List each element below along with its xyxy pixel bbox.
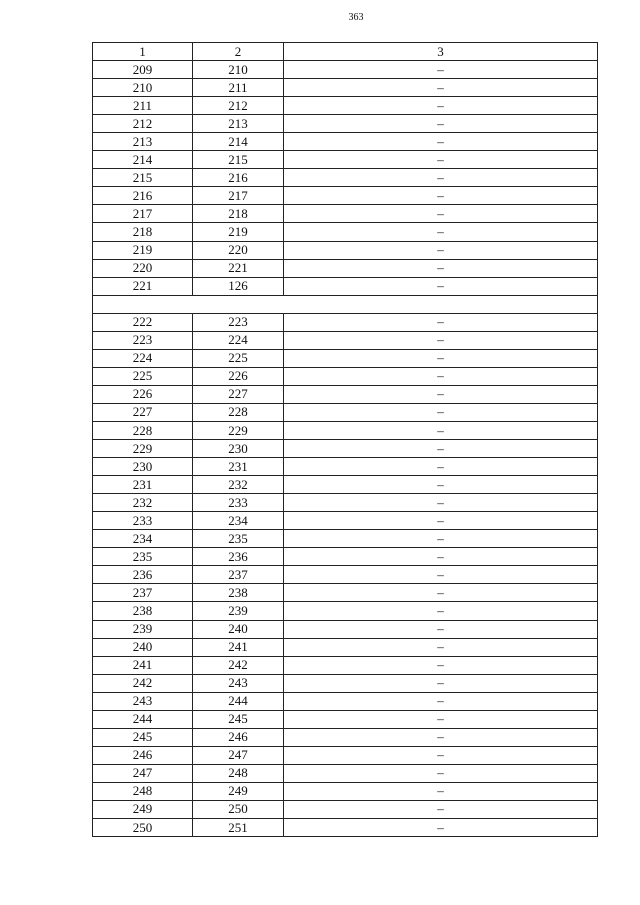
table-cell-col3: – — [284, 169, 598, 187]
table-cell-col2: 251 — [193, 819, 284, 837]
table-cell-col1: 212 — [93, 115, 193, 133]
table-cell-col3: – — [284, 97, 598, 115]
table-cell-col2: 250 — [193, 800, 284, 818]
table-row — [93, 494, 598, 512]
table-row — [93, 656, 598, 674]
table-cell-col1: 246 — [93, 746, 193, 764]
table-cell-col2: 219 — [193, 223, 284, 241]
table-cell-col3: – — [284, 530, 598, 548]
table-row — [93, 819, 598, 837]
table-cell-col2: 227 — [193, 385, 284, 403]
table-cell-col2: 226 — [193, 367, 284, 385]
table-cell-col3: – — [284, 313, 598, 331]
table-cell-col2: 236 — [193, 548, 284, 566]
separator-cell — [93, 295, 598, 313]
table-cell-col1: 210 — [93, 79, 193, 97]
table-row — [93, 638, 598, 656]
table-cell-col3: – — [284, 349, 598, 367]
table-cell-col2: 241 — [193, 638, 284, 656]
table-row — [93, 205, 598, 223]
table-cell-col2: 225 — [193, 349, 284, 367]
table-cell-col1: 225 — [93, 367, 193, 385]
table-cell-col3: – — [284, 476, 598, 494]
table-row — [93, 800, 598, 818]
table-row — [93, 512, 598, 530]
table-cell-col1: 237 — [93, 584, 193, 602]
table-cell-col3: – — [284, 692, 598, 710]
table-row — [93, 169, 598, 187]
table-row — [93, 151, 598, 169]
table-cell-col2: 218 — [193, 205, 284, 223]
table-cell-col2: 126 — [193, 277, 284, 295]
table-cell-col1: 230 — [93, 458, 193, 476]
table-cell-col2: 216 — [193, 169, 284, 187]
table-cell-col3: – — [284, 512, 598, 530]
table-cell-col2: 223 — [193, 313, 284, 331]
table-cell-col1: 243 — [93, 692, 193, 710]
table-cell-col3: – — [284, 61, 598, 79]
table-cell-col1: 219 — [93, 241, 193, 259]
table-cell-col1: 240 — [93, 638, 193, 656]
table-row — [93, 746, 598, 764]
table-cell-col1: 221 — [93, 277, 193, 295]
table-cell-col3: – — [284, 277, 598, 295]
table-cell-col3: – — [284, 331, 598, 349]
table-cell-col2: 221 — [193, 259, 284, 277]
table-cell-col3: – — [284, 421, 598, 439]
table-cell-col2: 243 — [193, 674, 284, 692]
table-cell-col3: – — [284, 187, 598, 205]
table-cell-col2: 228 — [193, 403, 284, 421]
table-cell-col1: 232 — [93, 494, 193, 512]
page-number: 363 — [348, 12, 364, 23]
table-cell-col3: – — [284, 782, 598, 800]
table-cell-col2: 217 — [193, 187, 284, 205]
column-header-1: 1 — [93, 43, 193, 61]
table-cell-col1: 242 — [93, 674, 193, 692]
table-row — [93, 79, 598, 97]
table-cell-col2: 229 — [193, 421, 284, 439]
table-cell-col3: – — [284, 458, 598, 476]
table-cell-col3: – — [284, 259, 598, 277]
table-cell-col1: 214 — [93, 151, 193, 169]
table-row — [93, 584, 598, 602]
table-cell-col1: 248 — [93, 782, 193, 800]
table-cell-col1: 217 — [93, 205, 193, 223]
column-header-3: 3 — [284, 43, 598, 61]
table-row — [93, 782, 598, 800]
table-cell-col1: 250 — [93, 819, 193, 837]
table-cell-col3: – — [284, 620, 598, 638]
table-cell-col2: 237 — [193, 566, 284, 584]
table-cell-col1: 215 — [93, 169, 193, 187]
separator-row — [93, 295, 598, 313]
table-cell-col3: – — [284, 548, 598, 566]
column-header-2: 2 — [193, 43, 284, 61]
table-cell-col2: 231 — [193, 458, 284, 476]
table-row — [93, 61, 598, 79]
table-cell-col3: – — [284, 385, 598, 403]
table-cell-col2: 213 — [193, 115, 284, 133]
table-cell-col1: 211 — [93, 97, 193, 115]
table-cell-col3: – — [284, 241, 598, 259]
table-cell-col1: 245 — [93, 728, 193, 746]
table-cell-col1: 229 — [93, 440, 193, 458]
table-cell-col1: 241 — [93, 656, 193, 674]
table-row — [93, 710, 598, 728]
table-cell-col1: 226 — [93, 385, 193, 403]
table-row — [93, 115, 598, 133]
table-cell-col3: – — [284, 440, 598, 458]
table-cell-col2: 235 — [193, 530, 284, 548]
table-cell-col1: 235 — [93, 548, 193, 566]
table-cell-col3: – — [284, 403, 598, 421]
table-cell-col3: – — [284, 764, 598, 782]
table-cell-col3: – — [284, 819, 598, 837]
table-cell-col3: – — [284, 115, 598, 133]
table-row — [93, 764, 598, 782]
table-cell-col3: – — [284, 800, 598, 818]
table-row — [93, 367, 598, 385]
data-table — [92, 42, 598, 837]
table-cell-col1: 231 — [93, 476, 193, 494]
table-cell-col2: 242 — [193, 656, 284, 674]
table-cell-col1: 220 — [93, 259, 193, 277]
table-row — [93, 566, 598, 584]
table-row — [93, 241, 598, 259]
table-cell-col3: – — [284, 638, 598, 656]
table-row — [93, 133, 598, 151]
table-cell-col1: 216 — [93, 187, 193, 205]
table-row — [93, 313, 598, 331]
table-row — [93, 674, 598, 692]
table-cell-col1: 236 — [93, 566, 193, 584]
table-row — [93, 458, 598, 476]
table-cell-col3: – — [284, 205, 598, 223]
table-cell-col2: 244 — [193, 692, 284, 710]
table-cell-col3: – — [284, 674, 598, 692]
table-cell-col2: 230 — [193, 440, 284, 458]
table-cell-col3: – — [284, 602, 598, 620]
table-cell-col3: – — [284, 151, 598, 169]
table-cell-col3: – — [284, 223, 598, 241]
table-cell-col3: – — [284, 728, 598, 746]
table-cell-col3: – — [284, 566, 598, 584]
table-cell-col1: 234 — [93, 530, 193, 548]
table-cell-col1: 244 — [93, 710, 193, 728]
table-row — [93, 602, 598, 620]
table-cell-col1: 213 — [93, 133, 193, 151]
table-cell-col1: 233 — [93, 512, 193, 530]
table-cell-col3: – — [284, 746, 598, 764]
table-cell-col2: 232 — [193, 476, 284, 494]
table-cell-col1: 238 — [93, 602, 193, 620]
table-cell-col3: – — [284, 584, 598, 602]
table-cell-col2: 210 — [193, 61, 284, 79]
table-row — [93, 349, 598, 367]
table-row — [93, 530, 598, 548]
table-cell-col1: 209 — [93, 61, 193, 79]
table-cell-col3: – — [284, 656, 598, 674]
table-row — [93, 187, 598, 205]
table-row — [93, 385, 598, 403]
table-cell-col2: 238 — [193, 584, 284, 602]
table-row — [93, 692, 598, 710]
table-row — [93, 728, 598, 746]
table-cell-col2: 211 — [193, 79, 284, 97]
table-cell-col2: 245 — [193, 710, 284, 728]
table-body — [93, 43, 598, 837]
table-cell-col1: 223 — [93, 331, 193, 349]
table-cell-col2: 220 — [193, 241, 284, 259]
table-cell-col2: 249 — [193, 782, 284, 800]
table-cell-col2: 212 — [193, 97, 284, 115]
table-cell-col3: – — [284, 710, 598, 728]
table-cell-col2: 247 — [193, 746, 284, 764]
table-header-row — [93, 43, 598, 61]
table-cell-col3: – — [284, 79, 598, 97]
table-cell-col2: 234 — [193, 512, 284, 530]
table-cell-col2: 215 — [193, 151, 284, 169]
table-row — [93, 97, 598, 115]
table-row — [93, 223, 598, 241]
table-cell-col1: 222 — [93, 313, 193, 331]
table-cell-col3: – — [284, 367, 598, 385]
table-cell-col2: 239 — [193, 602, 284, 620]
table-row — [93, 259, 598, 277]
table-cell-col2: 214 — [193, 133, 284, 151]
table-cell-col1: 218 — [93, 223, 193, 241]
table-row — [93, 548, 598, 566]
table-cell-col1: 249 — [93, 800, 193, 818]
table-cell-col2: 240 — [193, 620, 284, 638]
table-cell-col2: 233 — [193, 494, 284, 512]
table-row — [93, 421, 598, 439]
table-row — [93, 277, 598, 295]
table-row — [93, 403, 598, 421]
table-cell-col1: 247 — [93, 764, 193, 782]
table-cell-col3: – — [284, 494, 598, 512]
table-row — [93, 620, 598, 638]
table-cell-col1: 239 — [93, 620, 193, 638]
table-cell-col3: – — [284, 133, 598, 151]
table-cell-col2: 248 — [193, 764, 284, 782]
table-row — [93, 331, 598, 349]
table-cell-col1: 224 — [93, 349, 193, 367]
table-cell-col2: 224 — [193, 331, 284, 349]
table-row — [93, 440, 598, 458]
table-cell-col1: 228 — [93, 421, 193, 439]
table-cell-col2: 246 — [193, 728, 284, 746]
table-row — [93, 476, 598, 494]
table-cell-col1: 227 — [93, 403, 193, 421]
